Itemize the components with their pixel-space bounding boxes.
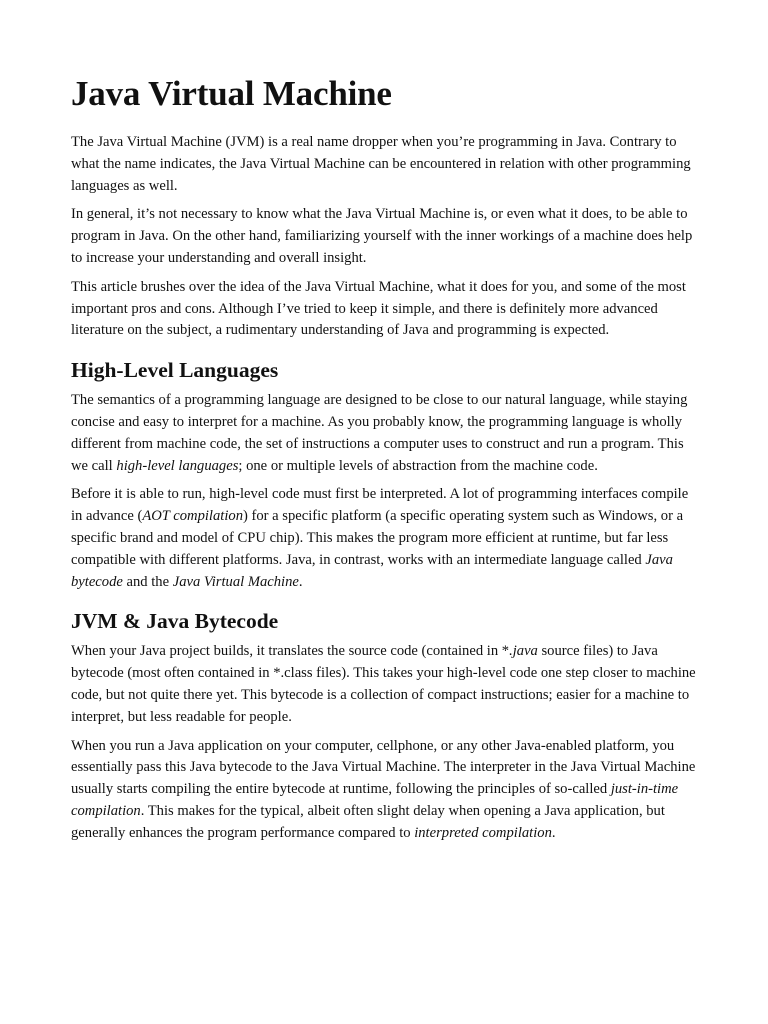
high-level-paragraph-2 [71, 484, 701, 593]
text-run: . [298, 573, 303, 590]
emphasis-text: AOT compilation [142, 508, 243, 525]
text-run: . This makes for the typical, albeit often slight delay when opening a Java application, but generally enhances the program performance compared to [71, 802, 665, 841]
jvm-paragraph-1 [71, 641, 701, 728]
emphasis-text: high-level languages [116, 457, 239, 474]
text-run: When you run a Java application on your computer, cellphone, or any other Java-enabled platform, you essentially pass this Java bytecode to the Java Virtual Machine. The interpreter in the Java Virtual Machine usually starts compiling the entire bytecode at runtime, following the principles of so-called [71, 737, 696, 798]
text-run: When your Java project builds, it translates the source code (contained in * [71, 643, 510, 660]
text-run: ; one or multiple levels of abstraction from the machine code. [238, 457, 598, 474]
jvm-paragraph-2 [71, 736, 701, 845]
page-title: Java Virtual Machine [71, 74, 392, 113]
text-run: ) for a specific platform (a specific operating system such as Windows, or a specific brand and model of CPU chip). This makes the program more efficient at runtime, but far less compatible with different platforms. Java, in contrast, works with an intermediate language called [71, 508, 684, 568]
text-run: The semantics of a programming language are designed to be close to our natural language, while staying concise and easy to interpret for a machine. As you probably know, the programming language is wholly different from machine code, the set of instructions a computer uses to construct and run a program. This we call [71, 392, 688, 474]
emphasis-text: Java bytecode [71, 551, 673, 590]
text-run: source files) to Java bytecode (most often contained in *.class files). This takes your high-level code one step closer to machine code, but not quite there yet. This bytecode is a collection of compact instructions; easier for a machine to interpret, but less readable for people. [71, 643, 696, 725]
emphasis-text: .java [509, 643, 538, 660]
intro-paragraph-1: The Java Virtual Machine (JVM) is a real name dropper when you’re programming in Java. Contrary to what the name indicates, the Java Virtual Machine can be encountered in relation with other programming languages as well. [71, 134, 691, 194]
intro-paragraph-2: In general, it’s not necessary to know what the Java Virtual Machine is, or even what it does, to be able to program in Java. On the other hand, familiarizing yourself with the inner workings of a machine does help to increase your understanding and overall insight. [71, 206, 693, 266]
section-heading-high-level-languages: High-Level Languages [71, 358, 279, 383]
high-level-paragraph-1 [71, 390, 701, 477]
document-page [71, 70, 701, 852]
section-heading-jvm-bytecode: JVM & Java Bytecode [71, 609, 279, 634]
emphasis-text: just-in-time compilation [71, 781, 679, 819]
emphasis-text: interpreted compilation [414, 824, 552, 841]
emphasis-text: Java Virtual Machine [172, 573, 299, 590]
text-run: . [551, 824, 556, 841]
text-run: and the [122, 573, 173, 590]
text-run: Before it is able to run, high-level code must first be interpreted. A lot of programming interfaces compile in advance ( [71, 486, 689, 525]
intro-paragraph-3: This article brushes over the idea of the Java Virtual Machine, what it does for you, and some of the most important pros and cons. Although I’ve tried to keep it simple, and there is definitely more advanced literature on the subject, a rudimentary understanding of Java and programming is expected. [71, 278, 686, 339]
